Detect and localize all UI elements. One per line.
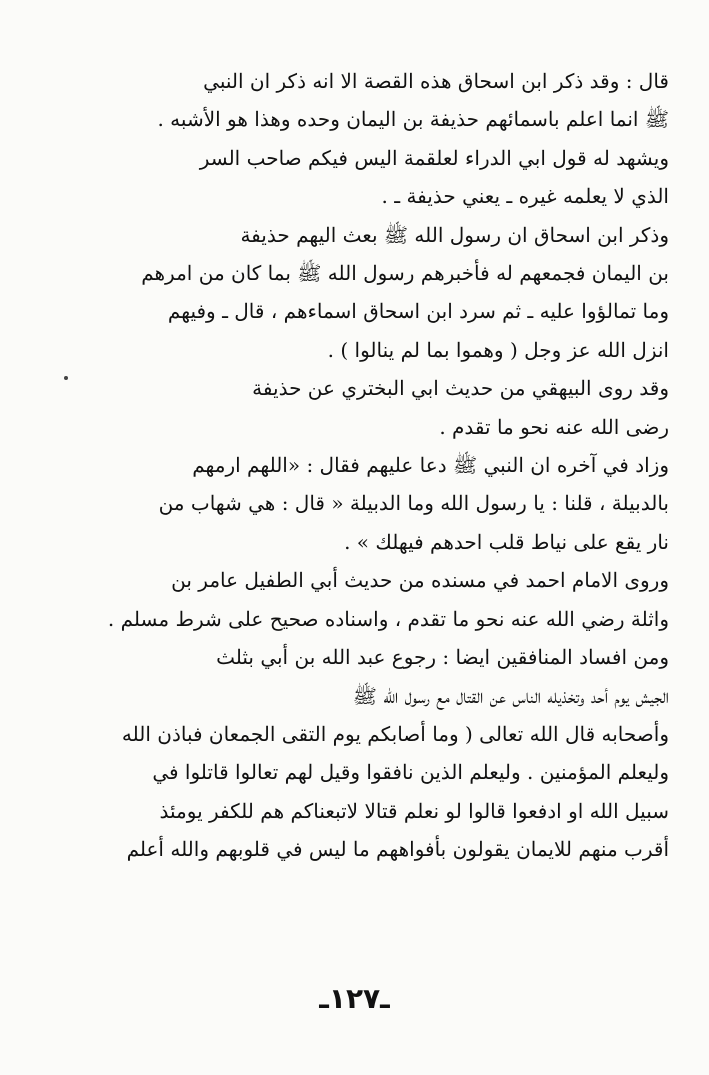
scan-speck	[64, 376, 68, 380]
paragraph-2: وذكر ابن اسحاق ان رسول الله ﷺ بعث اليهم حذيفة بن اليمان فجمعهم له فأخبرهم رسول الله ﷺ بما كان من امرهم وما تمالؤوا عليه ـ ثم سرد ابن اسحاق اسماءهم ، قال ـ وفيهم انزل الله عز وجل ( وهموا بما لم ينالوا ) .	[141, 222, 669, 362]
paragraph-5: وروى الامام احمد في مسنده من حديث أبي الطفيل عامر بن واثلة رضي الله عنه نحو ما تقدم ، واسناده صحيح على شرط مسلم .	[107, 568, 669, 631]
page-number: ـ١٢٧ـ	[319, 982, 390, 1015]
paragraph-3: وقد روى البيهقي من حديث ابي البختري عن حذيفة رضى الله عنه نحو ما تقدم .	[252, 376, 669, 439]
paragraph-1: قال : وقد ذكر ابن اسحاق هذه القصة الا انه ذكر ان النبي ﷺ انما اعلم باسمائهم حذيفة بن اليمان وحده وهذا هو الأشبه . ويشهد له قول ابي الدراء لعلقمة اليس فيكم صاحب السر الذي لا يعلمه غيره ـ يعني حذيفة ـ .	[157, 69, 669, 209]
body-text	[92, 62, 669, 869]
paragraph-4: وزاد في آخره ان النبي ﷺ دعا عليهم فقال : «اللهم ارمهم بالدبيلة ، قلنا : يا رسول الله وما الدبيلة « قال : هي شهاب من نار يقع على نياط قلب احدهم فيهلك » .	[158, 453, 669, 554]
paragraph-6: ومن افساد المنافقين ايضا : رجوع عبد الله بن أبي بثلث الجيش يوم أحد وتخذيله الناس عن القتال مع رسول الله ﷺ وأصحابه قال الله تعالى ( وما أصابكم يوم التقى الجمعان فباذن الله وليعلم المؤمنين . وليعلم الذين نافقوا وقيل لهم تعالوا قاتلوا في سبيل الله او ادفعوا قالوا لو نعلم قتالا لاتبعناكم هم للكفر يومئذ أقرب منهم للايمان يقولون بأفواههم ما ليس في قلوبهم والله أعلم	[121, 645, 669, 862]
